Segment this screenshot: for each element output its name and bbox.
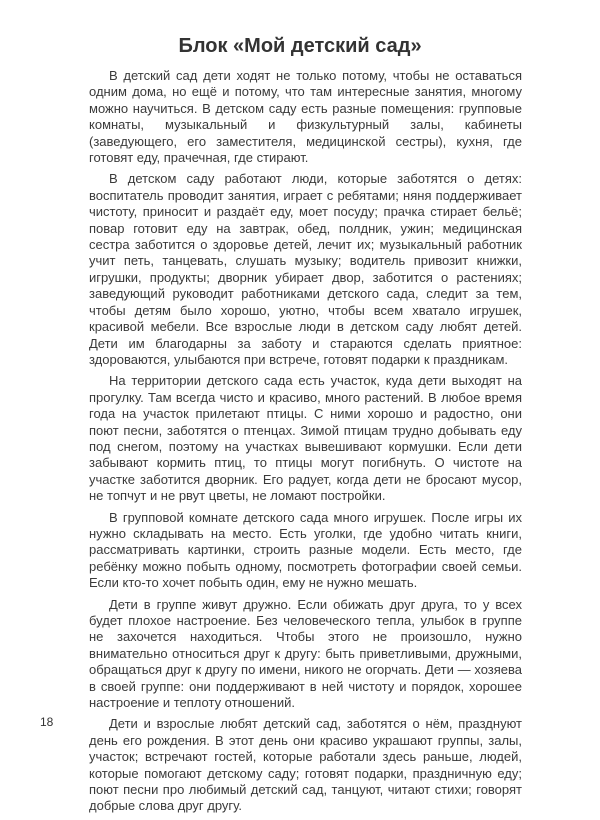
- body-text: [89, 68, 522, 820]
- paragraph-6: Дети и взрослые любят детский сад, заботятся о нём, празднуют день его рождения. В этот день они красиво украшают группы, залы, участок; встречают гостей, которые работали здесь раньше, людей, которые помогают детскому саду; готовят подарки, праздничную еду; поют песни про любимый детский сад, танцуют, читают стихи; говорят добрые слова друг другу.: [89, 716, 522, 814]
- paragraph-3: На территории детского сада есть участок, куда дети выходят на прогулку. Там всегда чисто и красиво, много растений. В любое время года на участок прилетают птицы. С ними хорошо и радостно, они поют песни, заботятся о птенцах. Зимой птицам трудно добывать еду под снегом, поэтому на участках вывешивают кормушки. Если дети забывают кормить птиц, то птицы могут погибнуть. О чистоте на участке заботится дворник. Его радует, когда дети не бросают мусор, не топчут и не рвут цветы, не ломают постройки.: [89, 373, 522, 504]
- paragraph-1: В детский сад дети ходят не только потому, чтобы не оставаться одним дома, но ещё и потому, что там интересные занятия, многому можно научиться. В детском саду есть разные помещения: групповые комнаты, музыкальный и физкультурный залы, кабинеты (заведующего, его заместителя, медицинской сестры), кухня, где готовят еду, прачечная, где стирают.: [89, 68, 522, 166]
- paragraph-5: Дети в группе живут дружно. Если обижать друг друга, то у всех будет плохое настроение. Без человеческого тепла, улыбок в группе не захочется находиться. Чтобы этого не произошло, нужно внимательно относиться друг к другу: быть приветливыми, дружными, обращаться друг к другу по имени, никого не огорчать. Дети — хозяева в своей группе: они поддерживают в ней чистоту и порядок, хорошее настроение и теплоту отношений.: [89, 596, 522, 711]
- paragraph-4: В групповой комнате детского сада много игрушек. После игры их нужно складывать на место. Есть уголки, где удобно читать книги, рассматривать картинки, строить разные модели. Есть место, где ребёнку можно побыть одному, посмотреть фотографии своей семьи. Если кто-то хочет побыть один, ему не нужно мешать.: [89, 509, 522, 591]
- paragraph-2: В детском саду работают люди, которые заботятся о детях: воспитатель проводит занятия, играет с ребятами; няня поддерживает чистоту, приносит и раздаёт еду, моет посуду; прачка стирает бельё; повар готовит еду на завтрак, обед, полдник, ужин; медицинская сестра заботится о здоровье детей, лечит их; музыкальный работник учит петь, танцевать, слушать музыку; водитель привозит книжки, игрушки, продукты; дворник убирает двор, заботится о растениях; заведующий руководит работниками детского сада, следит за тем, чтобы детям было хорошо, уютно, чтобы всем хватало игрушек, красивой мебели. Все взрослые люди в детском саду любят детей. Дети им благодарны за заботу и стараются сделать приятное: здороваются, улыбаются при встрече, готовят подарки к праздникам.: [89, 171, 522, 367]
- page-number: 18: [40, 715, 54, 729]
- page-title: Блок «Мой детский сад»: [178, 35, 422, 57]
